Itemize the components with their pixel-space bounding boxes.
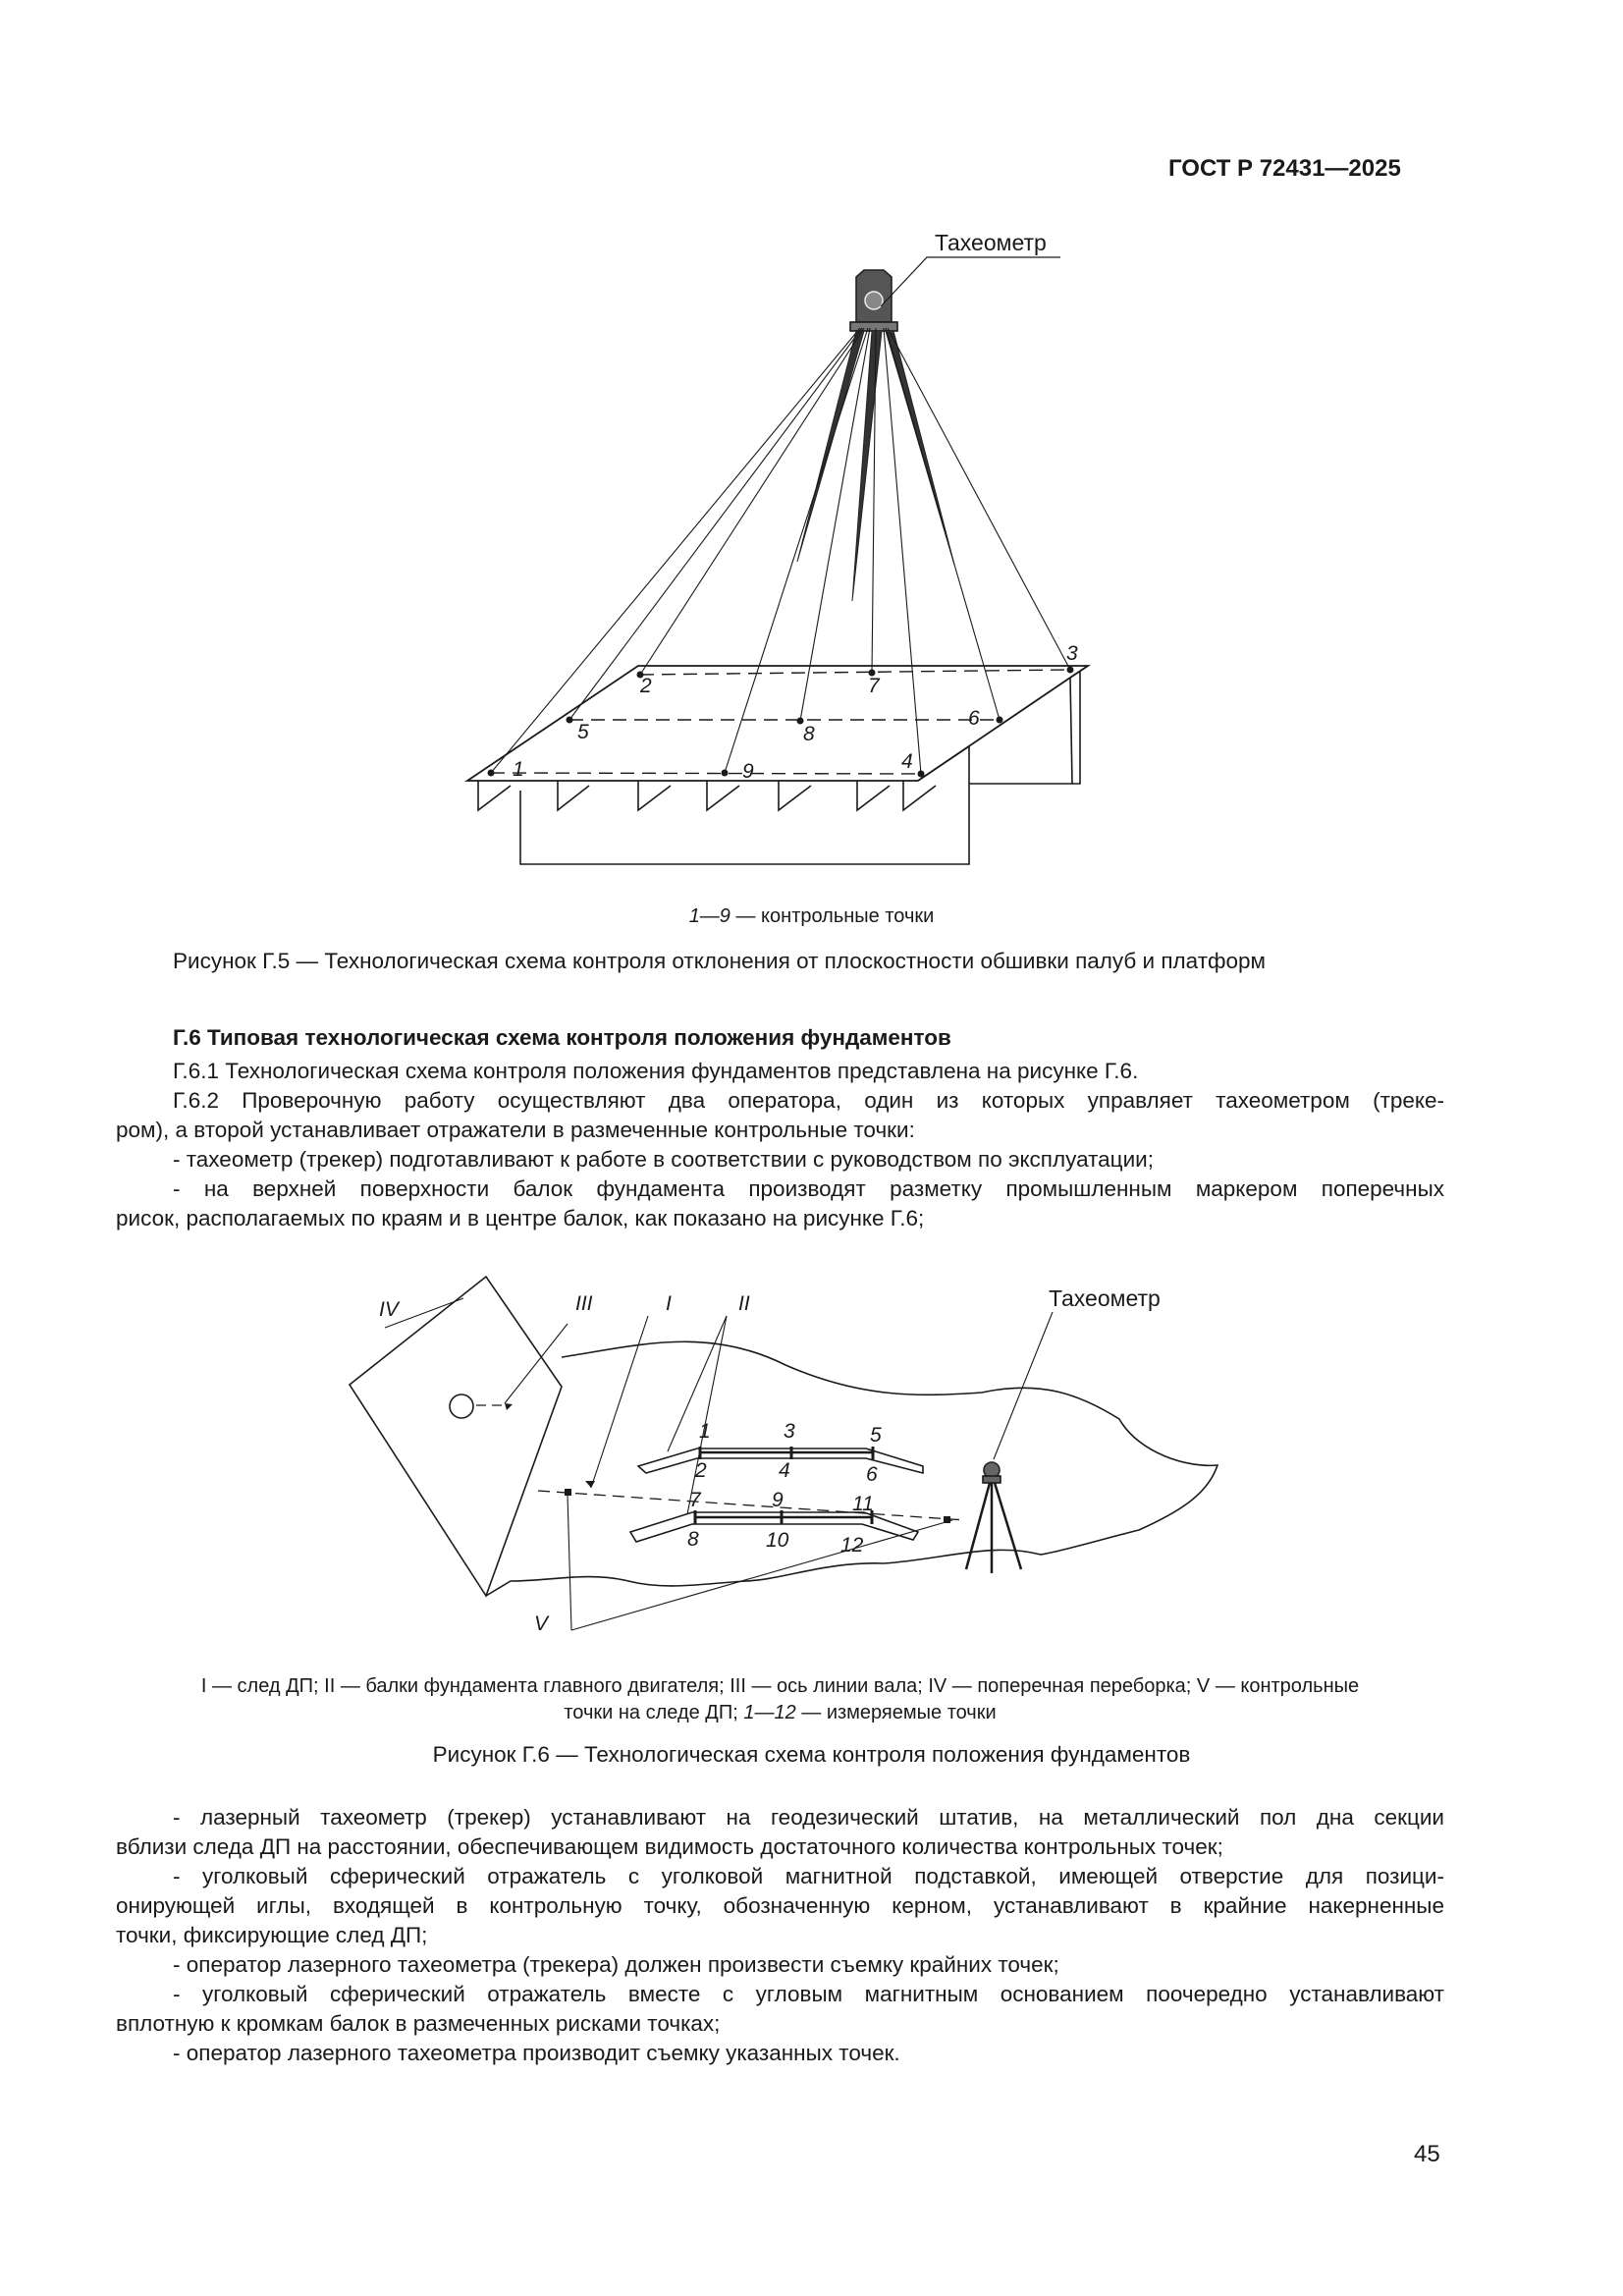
point-label: 1 [513, 758, 524, 781]
figure-g5-caption: Рисунок Г.5 — Технологическая схема контроля отклонения от плоскостности обшивки палуб и платформ [173, 949, 1267, 973]
figure-g5 [0, 216, 1623, 903]
point-label: 4 [779, 1459, 790, 1482]
roman-label-iv: IV [379, 1298, 399, 1321]
roman-label-iii: III [575, 1292, 593, 1315]
section-title: Г.6 Типовая технологическая схема контроля положения фундаментов [173, 1025, 951, 1050]
legend-line-1: I — след ДП; II — балки фундамента главного двигателя; III — ось линии вала; IV — поперечная переборка; V — контрольные [200, 1675, 1360, 1697]
step-2-line2: онирующей иглы, входящей в контрольную точку, обозначенную керном, устанавливают в крайние накерненные [116, 1893, 1444, 1918]
roman-label-ii: II [738, 1292, 750, 1315]
figure-g6-legend [116, 1673, 1444, 1726]
legend-line-2b: — измеряемые точки [795, 1702, 997, 1723]
point-label: 11 [852, 1493, 874, 1515]
paragraph-g62-line2: ром), а второй устанавливает отражатели в размеченные контрольные точки: [116, 1118, 915, 1142]
step-4-line1: - уголковый сферический отражатель вместе с угловым магнитным основанием поочередно устанавливают [173, 1982, 1444, 2006]
figure-g6-drawing [0, 1267, 1623, 1650]
point-label: 8 [687, 1528, 699, 1551]
standard-number: ГОСТ Р 72431—2025 [1168, 155, 1401, 182]
point-label: 4 [901, 750, 913, 773]
figure-g6 [0, 1267, 1623, 1650]
point-label: 7 [868, 675, 880, 697]
point-label: 2 [695, 1459, 707, 1482]
step-2-line3: точки, фиксирующие след ДП; [116, 1923, 428, 1947]
roman-label-i: I [666, 1292, 672, 1315]
point-label: 6 [866, 1463, 878, 1486]
point-label: 10 [766, 1529, 789, 1552]
point-label: 1 [699, 1420, 711, 1443]
paragraph-g62-line1: Г.6.2 Проверочную работу осуществляют два оператора, один из которых управляет тахеометром (треке- [173, 1088, 1444, 1113]
step-3: - оператор лазерного тахеометра (трекера) должен произвести съемку крайних точек; [173, 1952, 1059, 1977]
legend-text: — контрольные точки [730, 905, 935, 927]
point-label: 3 [1066, 642, 1078, 665]
bullet-1: - тахеометр (трекер) подготавливают к работе в соответствии с руководством по эксплуатации; [173, 1147, 1154, 1172]
step-5: - оператор лазерного тахеометра производит съемку указанных точек. [173, 2041, 900, 2065]
step-2-line1: - уголковый сферический отражатель с уголковой магнитной подставкой, имеющей отверстие для позици- [173, 1864, 1444, 1888]
bullet-2-line2: рисок, располагаемых по краям и в центре балок, как показано на рисунке Г.6; [116, 1206, 925, 1230]
point-label: 12 [840, 1534, 864, 1557]
section-paragraphs [116, 1057, 1444, 1233]
instrument-label: Тахеометр [1049, 1285, 1161, 1311]
point-label: 2 [640, 675, 652, 697]
figure-g5-drawing [0, 216, 1623, 903]
paragraph-g61: Г.6.1 Технологическая схема контроля положения фундаментов представлена на рисунке Г.6. [173, 1059, 1139, 1083]
legend-line-2a: точки на следе ДП; [564, 1702, 744, 1723]
point-label: 6 [968, 707, 980, 730]
point-label: 9 [742, 760, 754, 783]
step-1-line1: - лазерный тахеометр (трекер) устанавливают на геодезический штатив, на металлический пол дна секции [173, 1805, 1444, 1830]
instrument-label: Тахеометр [935, 230, 1047, 255]
figure-g5-legend [0, 905, 1623, 928]
point-label: 3 [784, 1420, 795, 1443]
point-label: 8 [803, 723, 815, 745]
legend-line-2 [116, 1700, 1444, 1726]
legend-range: 1—12 [743, 1702, 796, 1723]
figure-g6-caption: Рисунок Г.6 — Технологическая схема контроля положения фундаментов [432, 1742, 1191, 1767]
point-label: 9 [772, 1489, 784, 1511]
page-number: 45 [1414, 2141, 1440, 2167]
point-label: 5 [577, 721, 589, 743]
bullet-2-line1: - на верхней поверхности балок фундамента производят разметку промышленным маркером поперечных [173, 1176, 1444, 1201]
roman-label-v: V [534, 1613, 549, 1635]
step-4-line2: вплотную к кромкам балок в размеченных рисками точках; [116, 2011, 721, 2036]
step-1-line2: вблизи следа ДП на расстоянии, обеспечивающем видимость достаточного количества контрольных точек; [116, 1834, 1223, 1859]
point-label: 7 [689, 1489, 701, 1511]
legend-range: 1—9 [688, 905, 730, 927]
point-label: 5 [870, 1424, 882, 1447]
procedure-steps [116, 1803, 1444, 2068]
